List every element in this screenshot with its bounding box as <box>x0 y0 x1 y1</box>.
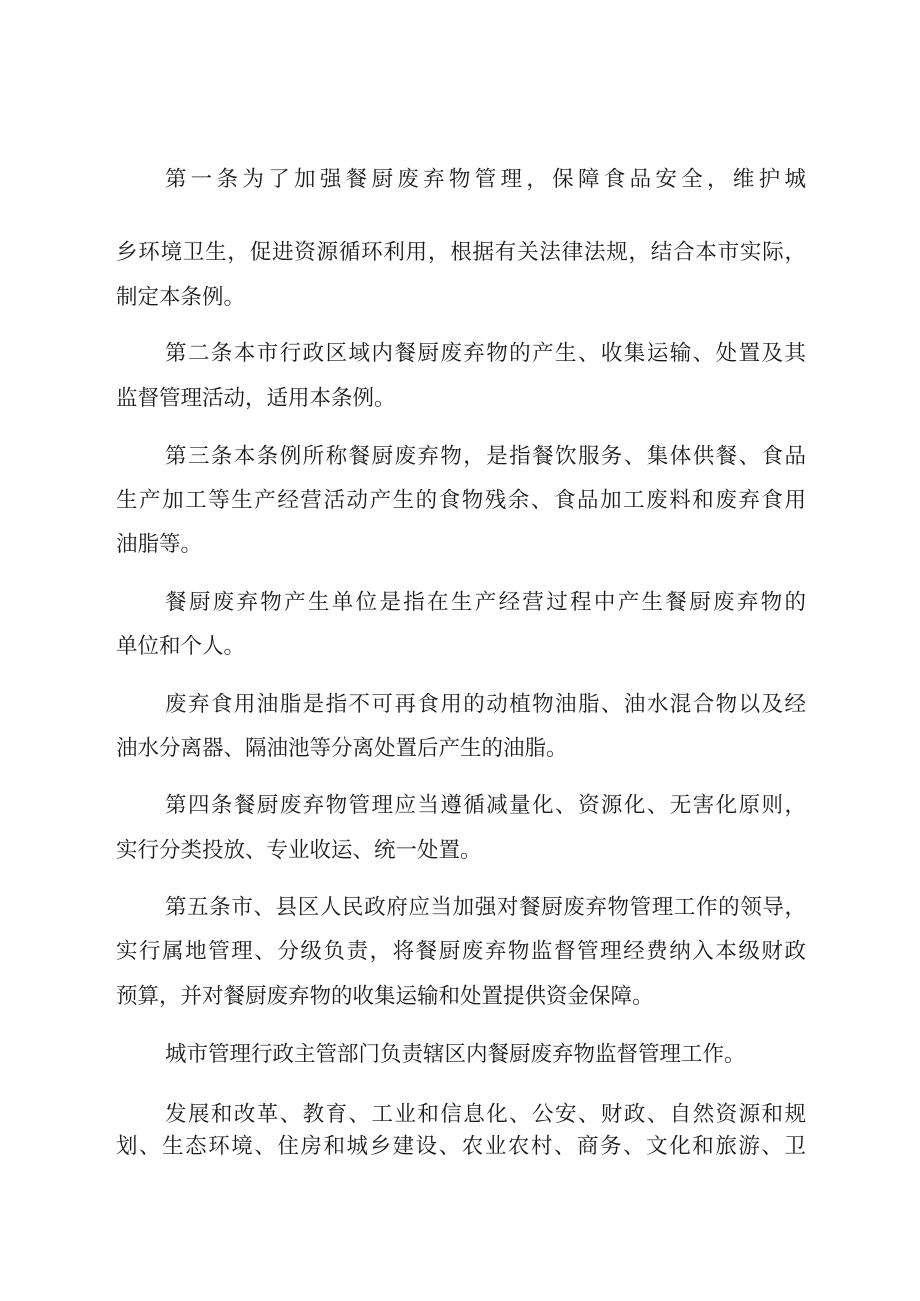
departments-line-2: 划、生态环境、住房和城乡建设、农业农村、商务、文化和旅游、卫 <box>116 1134 806 1159</box>
article-5-line-2: 实行属地管理、分级负责，将餐厨废弃物监督管理经费纳入本级财政 <box>116 939 806 964</box>
article-4-line-1: 第四条餐厨废弃物管理应当遵循减量化、资源化、无害化原则， <box>165 793 806 818</box>
departments-line-1: 发展和改革、教育、工业和信息化、公安、财政、自然资源和规 <box>165 1102 806 1127</box>
oil-definition-line-2: 油水分离器、隔油池等分离处置后产生的油脂。 <box>116 736 568 761</box>
article-1-line-1: 第一条为了加强餐厨废弃物管理，保障食品安全，维护城 <box>165 167 806 192</box>
article-1-line-3: 制定本条例。 <box>116 285 246 310</box>
producer-definition-line-2: 单位和个人。 <box>116 634 246 659</box>
article-2-line-2: 监督管理活动，适用本条例。 <box>116 386 396 411</box>
producer-definition-line-1: 餐厨废弃物产生单位是指在生产经营过程中产生餐厨废弃物的 <box>165 590 806 615</box>
article-4-line-2: 实行分类投放、专业收运、统一处置。 <box>116 838 482 863</box>
article-3-line-3: 油脂等。 <box>116 532 203 557</box>
article-1-line-2: 乡环境卫生，促进资源循环利用，根据有关法律法规，结合本市实际， <box>116 240 806 265</box>
oil-definition-line-1: 废弃食用油脂是指不可再食用的动植物油脂、油水混合物以及经 <box>165 692 806 717</box>
article-5-line-3: 预算，并对餐厨废弃物的收集运输和处置提供资金保障。 <box>116 984 654 1009</box>
article-2-line-1: 第二条本市行政区域内餐厨废弃物的产生、收集运输、处置及其 <box>165 341 806 366</box>
article-5-line-1: 第五条市、县区人民政府应当加强对餐厨废弃物管理工作的领导， <box>165 895 806 920</box>
article-3-line-2: 生产加工等生产经营活动产生的食物残余、食品加工废料和废弃食用 <box>116 488 806 513</box>
article-3-line-1: 第三条本条例所称餐厨废弃物，是指餐饮服务、集体供餐、食品 <box>165 444 806 469</box>
city-management-line-1: 城市管理行政主管部门负责辖区内餐厨废弃物监督管理工作。 <box>165 1042 746 1067</box>
